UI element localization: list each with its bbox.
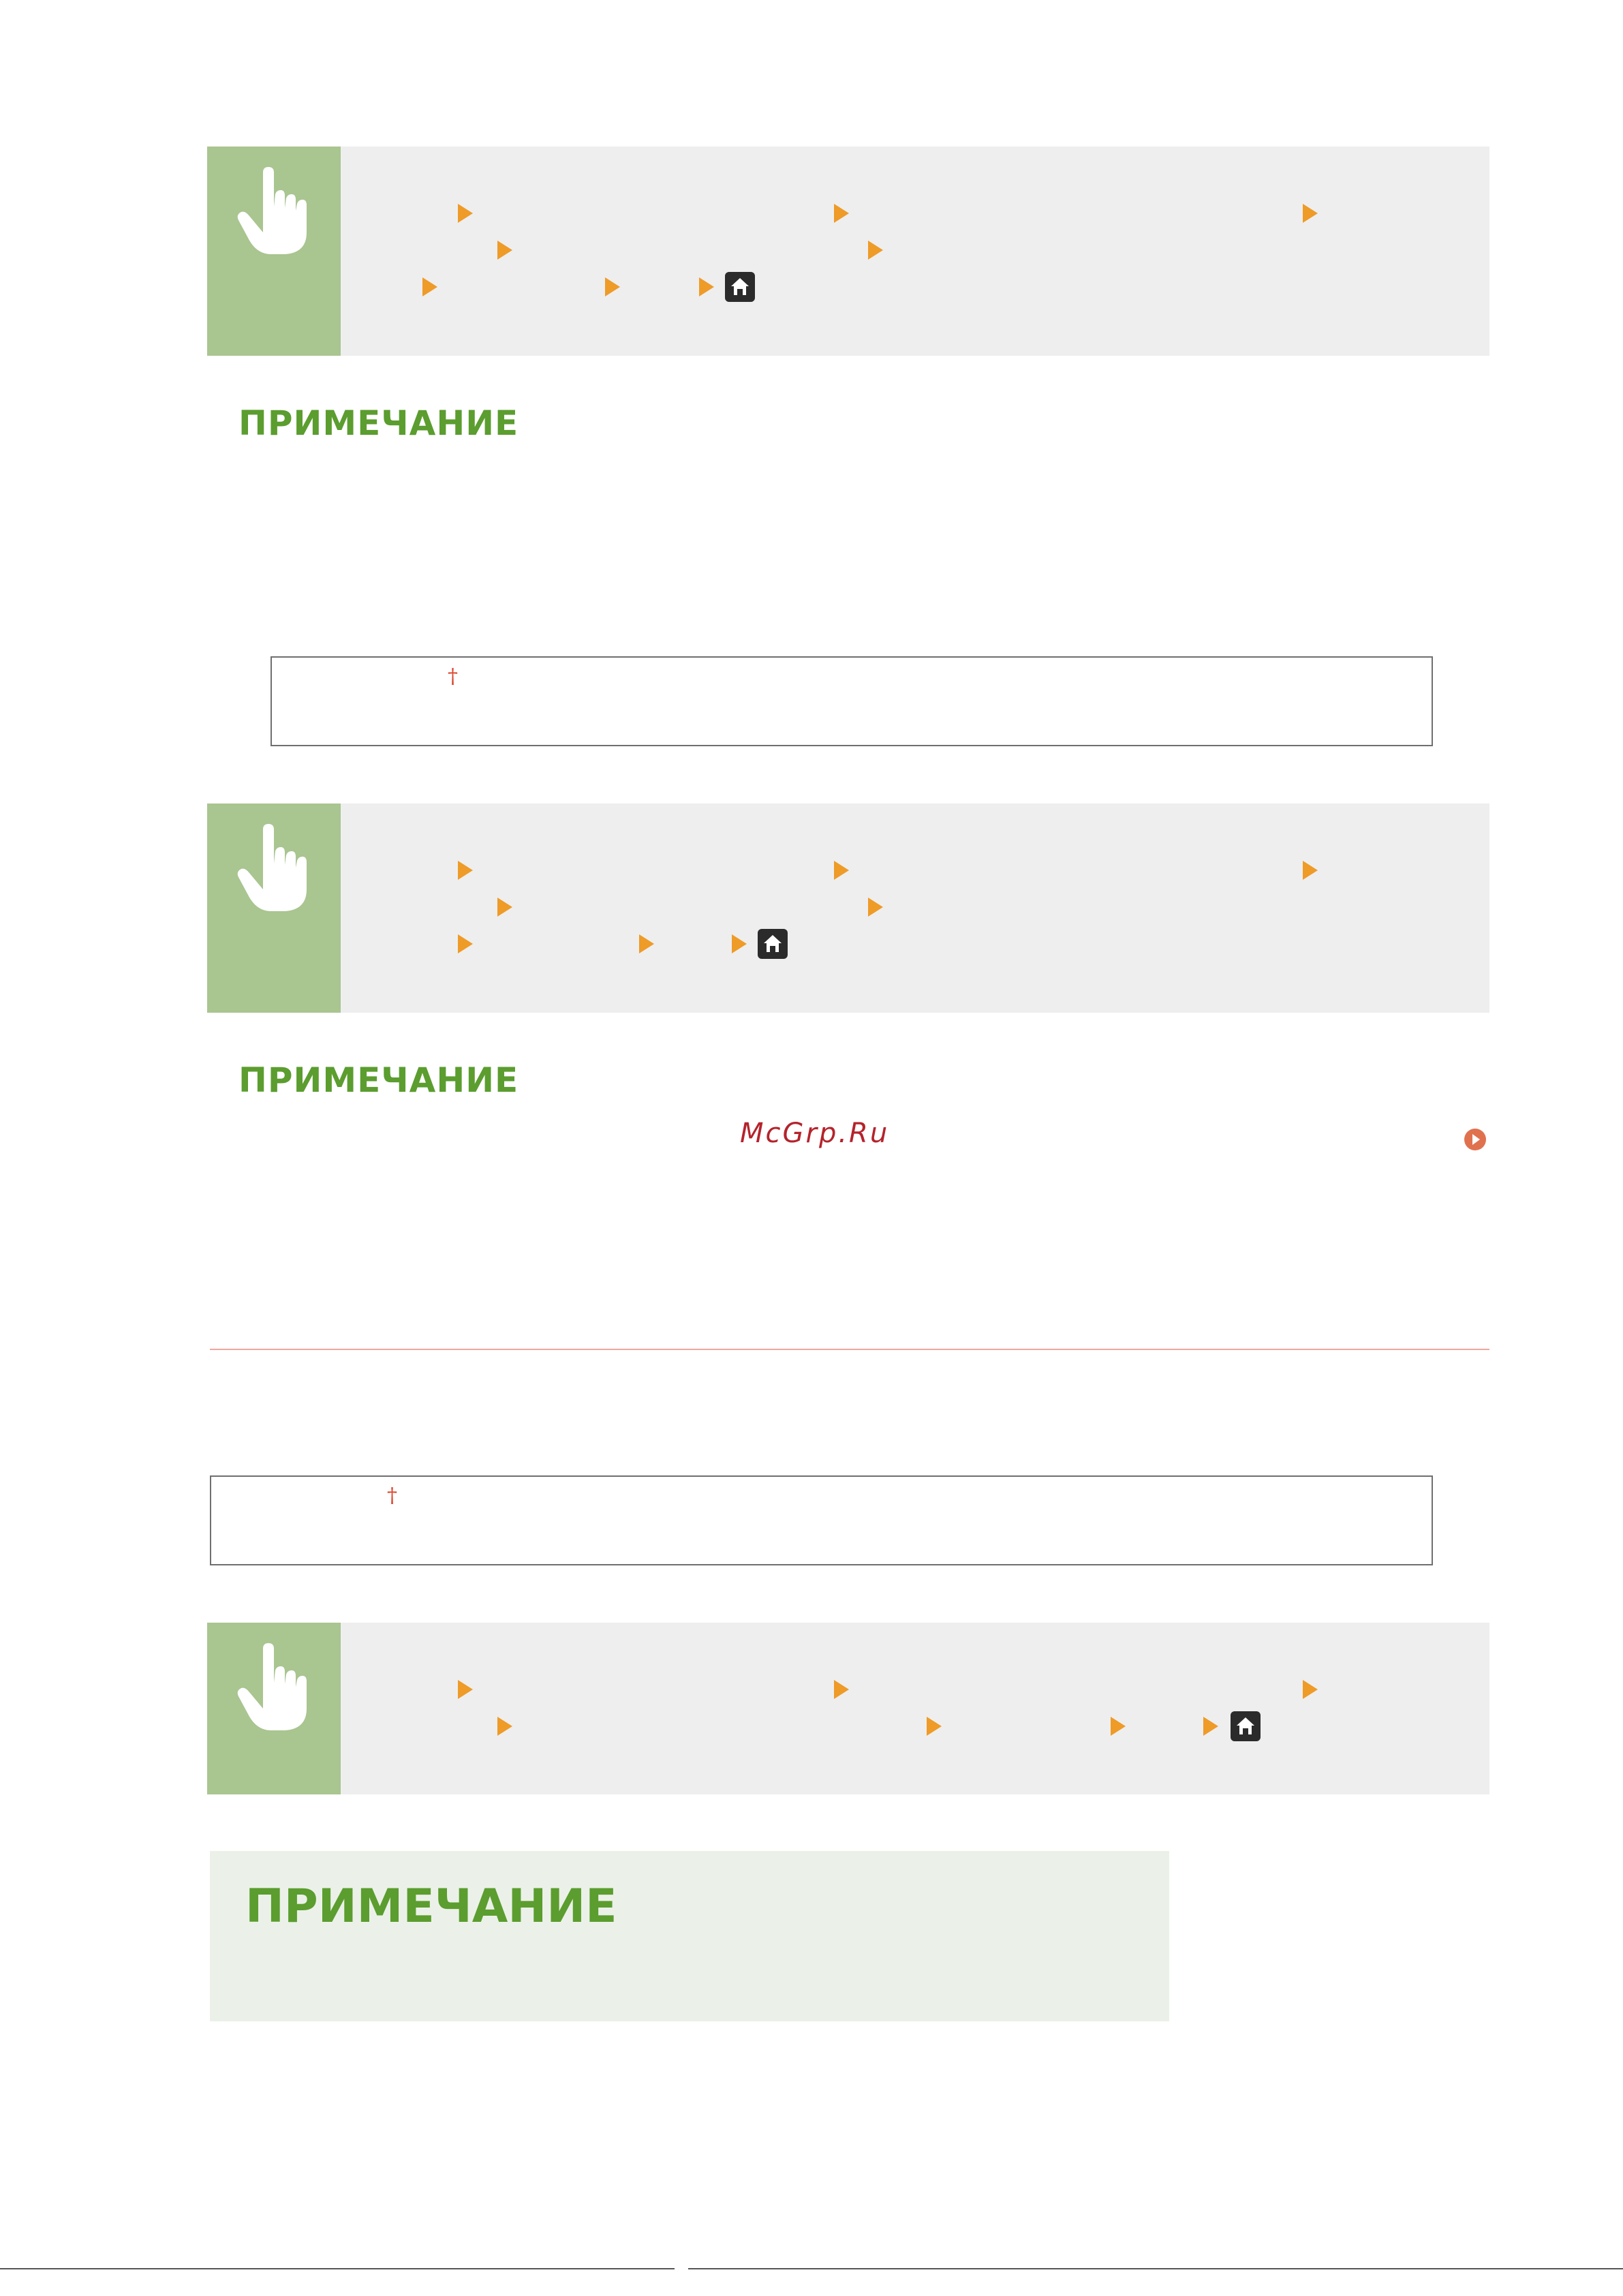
hand-pointer-icon [236, 167, 311, 256]
note-heading: ПРИМЕЧАНИЕ [245, 1880, 617, 1933]
step-arrow-icon [458, 861, 473, 880]
step-arrow-icon [1203, 1717, 1218, 1736]
operation-panel-side [207, 147, 341, 356]
home-icon [1231, 1711, 1261, 1741]
operation-panel-1 [207, 147, 1489, 356]
note-box [210, 1851, 1169, 2021]
step-arrow-icon [497, 898, 512, 917]
setting-box [210, 1475, 1433, 1565]
step-arrow-icon [868, 898, 883, 917]
note-heading: ПРИМЕЧАНИЕ [238, 1060, 519, 1100]
step-arrow-icon [1303, 204, 1318, 223]
step-arrow-icon [605, 277, 620, 296]
step-arrow-icon [1303, 1680, 1318, 1699]
step-arrow-icon [699, 277, 714, 296]
section-divider [210, 1349, 1489, 1350]
step-arrow-icon [834, 1680, 849, 1699]
default-marker: † [387, 1484, 397, 1507]
step-arrow-icon [458, 1680, 473, 1699]
step-arrow-icon [1111, 1717, 1126, 1736]
operation-panel-3 [207, 1623, 1489, 1794]
step-arrow-icon [458, 204, 473, 223]
home-icon [758, 929, 788, 959]
watermark: McGrp.Ru [740, 1118, 890, 1149]
step-arrow-icon [422, 277, 437, 296]
step-arrow-icon [1303, 861, 1318, 880]
step-arrow-icon [497, 241, 512, 260]
step-arrow-icon [834, 204, 849, 223]
home-icon [725, 272, 755, 302]
step-arrow-icon [639, 934, 654, 953]
operation-panel-2 [207, 803, 1489, 1013]
step-arrow-icon [497, 1717, 512, 1736]
step-arrow-icon [927, 1717, 942, 1736]
step-arrow-icon [834, 861, 849, 880]
step-arrow-icon [868, 241, 883, 260]
default-marker: † [448, 664, 458, 688]
footer-rule [688, 2268, 1623, 2269]
circle-arrow-link-icon[interactable] [1464, 1129, 1486, 1150]
footer-rule [0, 2268, 675, 2269]
operation-panel-side [207, 803, 341, 1013]
step-arrow-icon [458, 934, 473, 953]
note-heading: ПРИМЕЧАНИЕ [238, 403, 519, 443]
step-arrow-icon [732, 934, 747, 953]
hand-pointer-icon [236, 824, 311, 913]
operation-panel-side [207, 1623, 341, 1794]
setting-box [270, 656, 1433, 746]
hand-pointer-icon [236, 1643, 311, 1732]
